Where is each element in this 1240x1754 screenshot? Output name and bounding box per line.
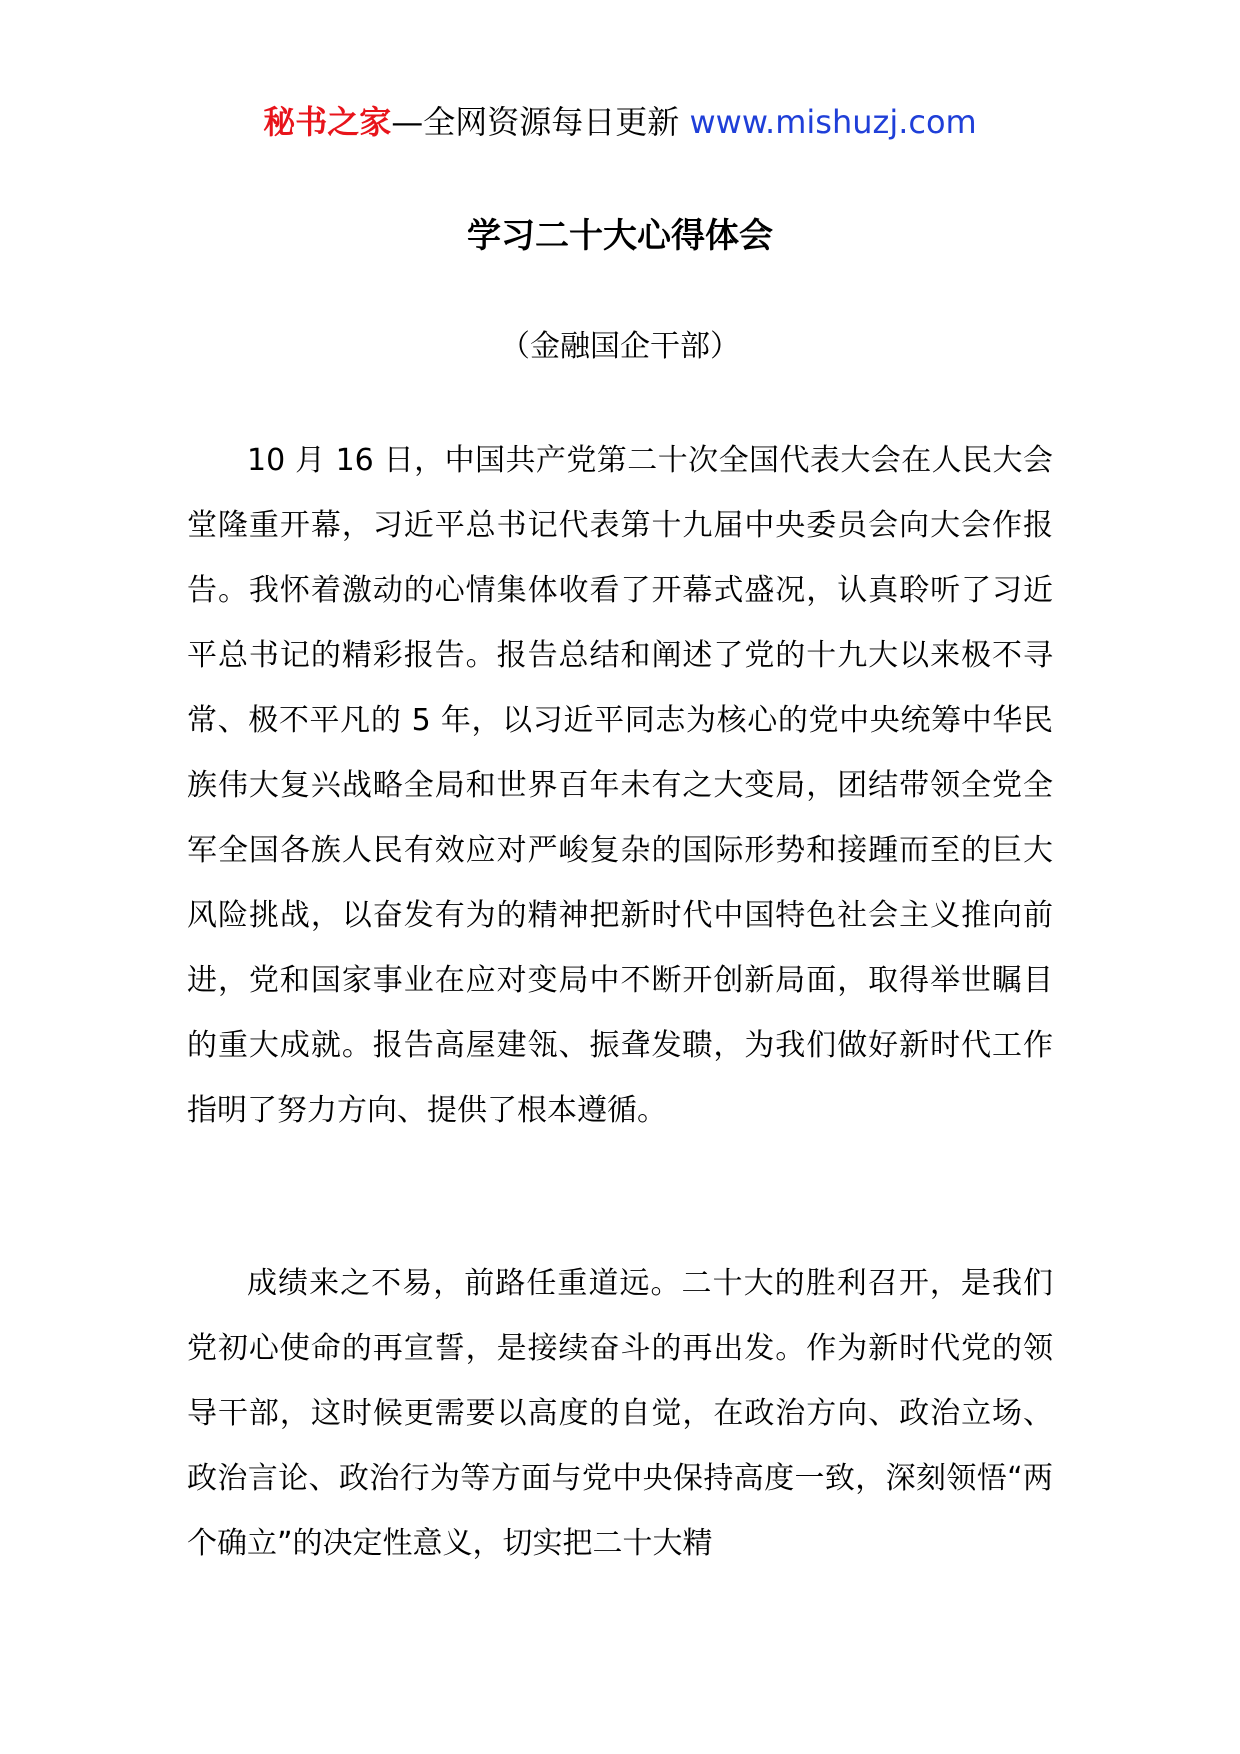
brand-name: 秘书之家 [263,103,392,141]
document-title: 学习二十大心得体会 [467,216,773,256]
site-header [0,100,1240,144]
site-url-link[interactable]: www.mishuzj.com [689,103,977,141]
body-paragraph-2: 成绩来之不易，前路任重道远。二十大的胜利召开，是我们党初心使命的再宣誓，是接续奋斗的再出发。作为新时代党的领导干部，这时候更需要以高度的自觉，在政治方向、政治立场、政治言论、政治行为等方面与党中央保持高度一致，深刻领悟“两个确立”的决定性意义，切实把二十大精 [187,1266,1053,1561]
document-subtitle: （金融国企干部） [500,329,740,364]
header-slogan: —全网资源每日更新 [391,103,680,141]
body-paragraph-1: 10 月 16 日，中国共产党第二十次全国代表大会在人民大会堂隆重开幕，习近平总书记代表第十九届中央委员会向大会作报告。我怀着激动的心情集体收看了开幕式盛况，认真聆听了习近平总书记的精彩报告。报告总结和阐述了党的十九大以来极不寻常、极不平凡的 5 年，以习近平同志为核心的党中央统筹中华民族伟大复兴战略全局和世界百年未有之大变局，团结带领全党全军全国各族人民有效应对严峻复杂的国际形势和接踵而至的巨大风险挑战，以奋发有为的精神把新时代中国特色社会主义推向前进，党和国家事业在应对变局中不断开创新局面，取得举世瞩目的重大成就。报告高屋建瓴、振聋发聩，为我们做好新时代工作指明了努力方向、提供了根本遵循。 [187,443,1053,1128]
